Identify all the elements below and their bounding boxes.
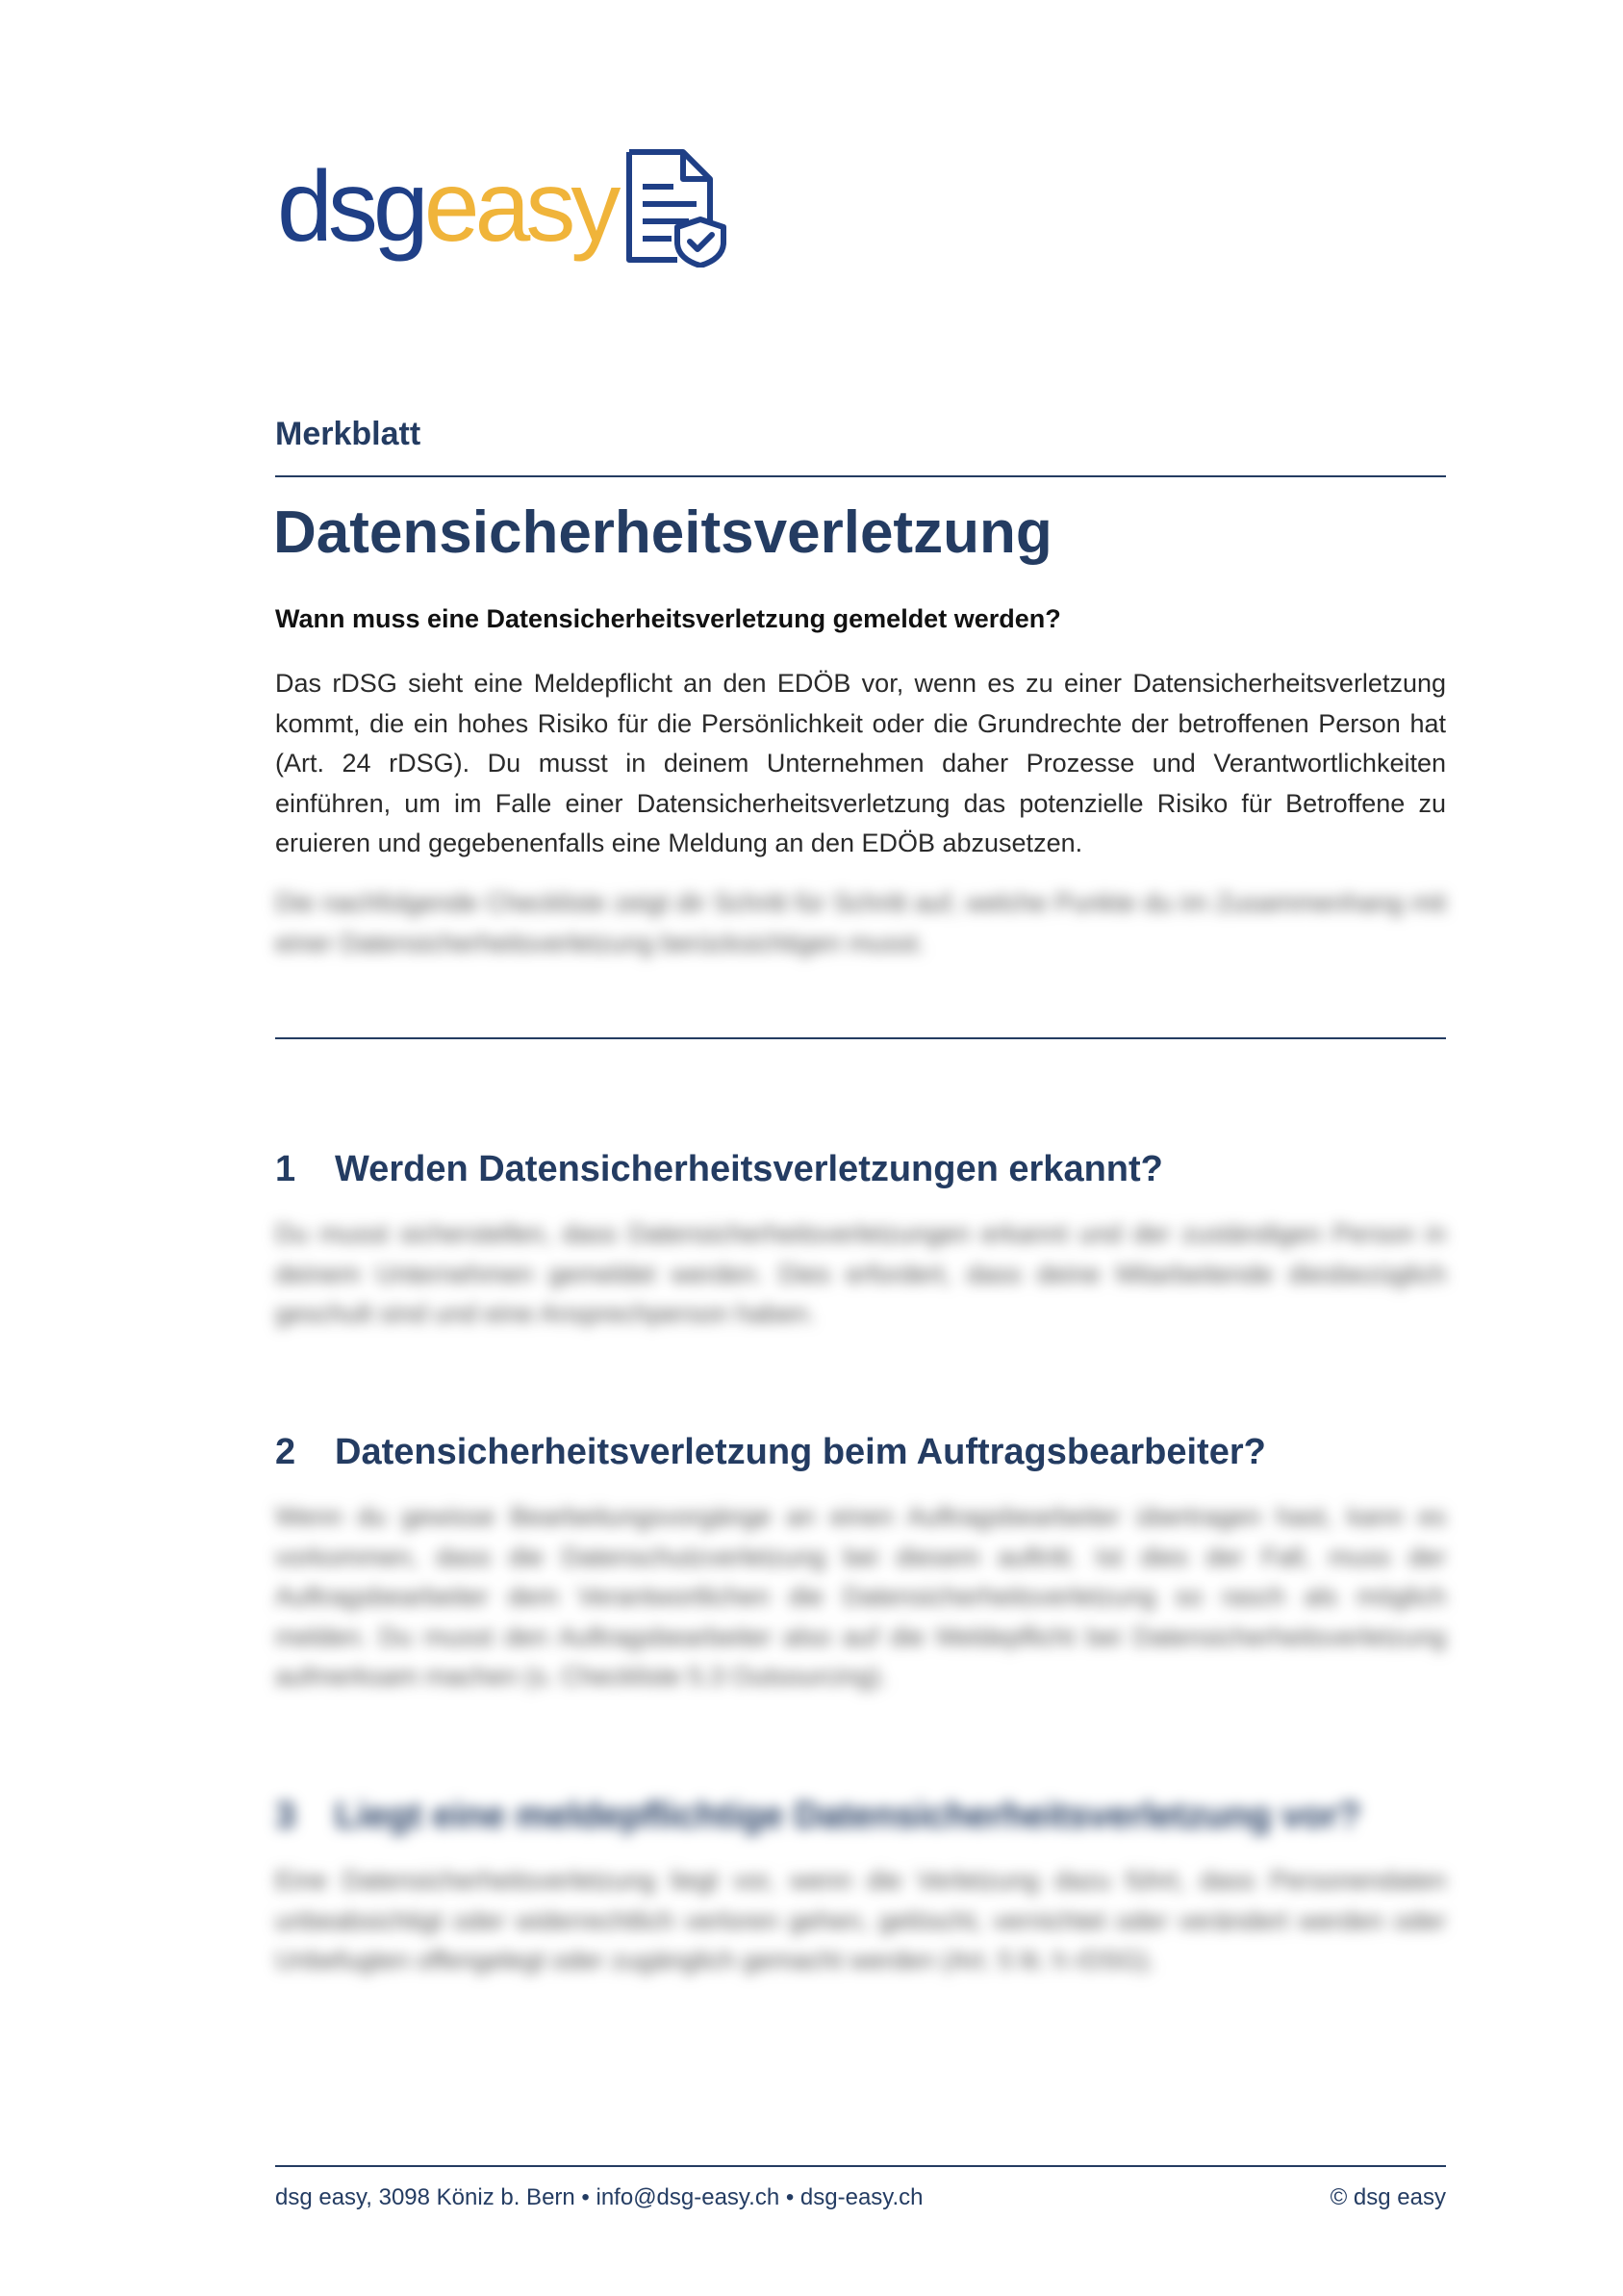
footer-copyright: © dsg easy [1330, 2184, 1446, 2210]
section-heading-3 [275, 1796, 1360, 1837]
section-heading-1 [275, 1149, 1163, 1190]
intro-paragraph-blurred: Die nachfolgende Checkliste zeigt dir Schritt für Schritt auf, welche Punkte du im Zusammenhang mit einer Datensicherheitsverletzung berücksichtigen musst. [275, 888, 1446, 957]
section-body-2: Wenn du gewisse Bearbeitungsvorgänge an einen Auftragsbearbeiter übertragen hast, kann es vorkommen, dass die Datenschutzverletzung bei diesem auftritt. Ist dies der Fall, muss der Auftragsbearbeiter dem Verantwortlichen die Datensicherheitsverletzung so rasch als möglich melden. Du musst den Auftragsbearbeiter also auf die Meldepflicht bei Datensicherheitsverletzung aufmerksam machen (s. Checkliste 5.3 Outsourcing). [275, 1502, 1446, 1691]
header-divider [275, 475, 1446, 477]
section-title: Werden Datensicherheitsverletzungen erkannt? [335, 1149, 1163, 1189]
section-heading-2 [275, 1432, 1266, 1473]
section-body-3: Eine Datensicherheitsverletzung liegt vor, wenn die Verletzung dazu führt, dass Personendaten unbeabsichtigt oder widerrechtlich verloren gehen, gelöscht, vernichtet oder verändert werden oder Unbefugten offengelegt oder zugänglich gemacht werden (Art. 5 lit. h rDSG). [275, 1866, 1446, 1975]
dsg-easy-logo [277, 144, 733, 269]
section-number: 2 [275, 1432, 296, 1472]
footer-divider [275, 2165, 1446, 2167]
intro-paragraph: Das rDSG sieht eine Meldepflicht an den EDÖB vor, wenn es zu einer Datensicherheitsverletzung kommt, die ein hohes Risiko für die Persönlichkeit oder die Grundrechte der betroffenen Person hat (Art. 24 rDSG). Du musst in deinem Unternehmen daher Prozesse und Verantwortlichkeiten einführen, um im Falle einer Datensicherheitsverletzung das potenzielle Risiko für Betroffene zu eruieren und gegebenenfalls eine Meldung an den EDÖB abzusetzen. [275, 669, 1446, 857]
logo-wordmark [277, 151, 617, 263]
section-number: 3 [275, 1796, 296, 1836]
footer-contact: dsg easy, 3098 Köniz b. Bern • info@dsg-easy.ch • dsg-easy.ch [275, 2184, 924, 2210]
page-title: Datensicherheitsverletzung [273, 499, 1052, 566]
section-title: Datensicherheitsverletzung beim Auftragsbearbeiter? [335, 1432, 1266, 1472]
intro-divider [275, 1037, 1446, 1039]
logo-dsg-text: dsg [277, 151, 424, 263]
intro-question: Wann muss eine Datensicherheitsverletzung gemeldet werden? [275, 604, 1061, 633]
section-number: 1 [275, 1149, 296, 1189]
document-type-label: Merkblatt [275, 416, 421, 452]
section-title: Liegt eine meldepflichtige Datensicherheitsverletzung vor? [335, 1796, 1361, 1836]
logo-easy-text: easy [423, 151, 617, 263]
section-body-1: Du musst sicherstellen, dass Datensicherheitsverletzungen erkannt und der zuständigen Person in deinem Unternehmen gemeldet werden. Dies erfordert, dass deine Mitarbeitende diesbezüglich geschult sind und eine Ansprechperson haben. [275, 1219, 1446, 1328]
document-shield-icon [621, 146, 733, 268]
